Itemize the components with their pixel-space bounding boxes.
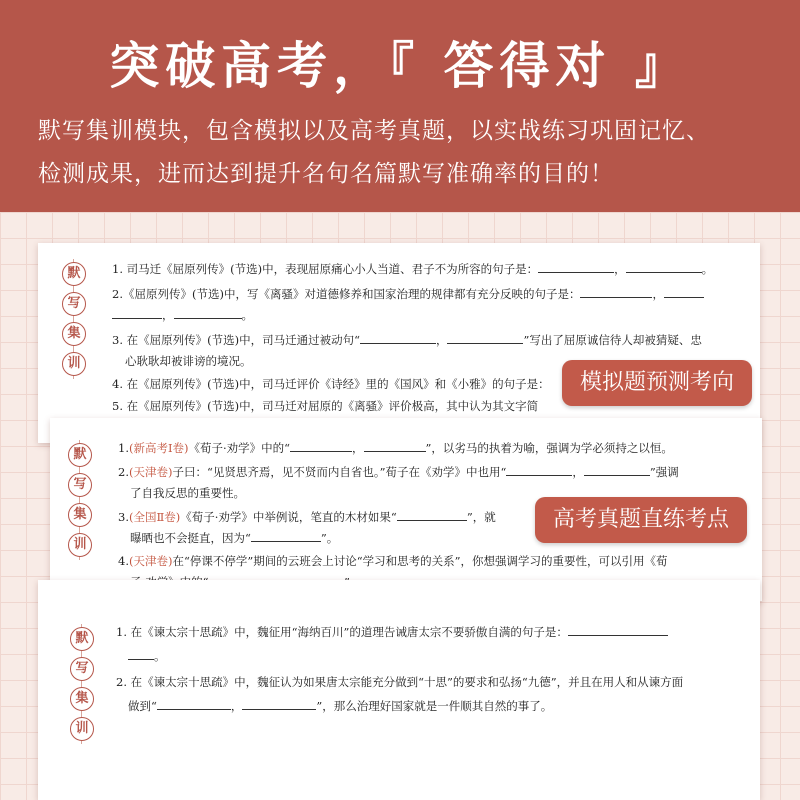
question-1-cont: 。 bbox=[128, 646, 166, 667]
stamp-char: 训 bbox=[68, 533, 92, 557]
question-2: 2.(天津卷)子曰：“见贤思齐焉，见不贤而内自省也。”荀子在《劝学》中也用“ ， ”强调 bbox=[118, 462, 679, 483]
stamp-char: 默 bbox=[70, 627, 94, 651]
description bbox=[38, 110, 778, 196]
page-title: 突破高考，『 答得对 』 bbox=[109, 37, 691, 95]
exam-source: (新高考Ⅰ卷) bbox=[128, 441, 189, 455]
exam-source: (全国Ⅱ卷) bbox=[128, 510, 181, 524]
tag-mock-exam: 模拟题预测考向 bbox=[562, 360, 752, 406]
question-3-cont: 心耿耿却被诽谤的境况。 bbox=[125, 354, 252, 368]
question-2-cont: ， 。 bbox=[112, 305, 253, 326]
question-1: 1. 司马迁《屈原列传》(节选)中，表现屈原痛心小人当道、君子不为所容的句子是： ， 。 bbox=[112, 259, 713, 280]
exercise-sheet-mock bbox=[38, 243, 760, 443]
exam-source: (天津卷) bbox=[128, 554, 173, 568]
stamp-char: 集 bbox=[70, 687, 94, 711]
tag-gaokao-exam: 高考真题直练考点 bbox=[535, 497, 747, 543]
stamp-char: 训 bbox=[70, 717, 94, 741]
stamp-char: 默 bbox=[68, 443, 92, 467]
stamp-char: 写 bbox=[68, 473, 92, 497]
question-5: 5. 在《屈原列传》(节选)中，司马迁对屈原的《离骚》评价极高，其中认为其文字简 bbox=[112, 399, 539, 413]
stamp-char: 集 bbox=[68, 503, 92, 527]
question-1: 1.(新高考Ⅰ卷)《荀子·劝学》中的“ ， ”，以劣马的执着为喻，强调为学必须持之以恒。 bbox=[118, 438, 673, 459]
question-4: 4. 在《屈原列传》(节选)中，司马迁评价《诗经》里的《国风》和《小雅》的句子是： bbox=[112, 377, 550, 391]
stamp-char: 集 bbox=[62, 322, 86, 346]
question-3-cont: 曝晒也不会挺直，因为“ ”。 bbox=[130, 528, 338, 549]
header-banner bbox=[0, 0, 800, 212]
question-1: 1. 在《谏太宗十思疏》中，魏征用“海纳百川”的道理告诫唐太宗不要骄傲自满的句子是： bbox=[116, 622, 668, 643]
question-2: 2. 在《谏太宗十思疏》中，魏征认为如果唐太宗能充分做到“十思”的要求和弘扬“九德”，并且在用人和从谏方面 bbox=[116, 675, 684, 689]
question-3: 3. 在《屈原列传》(节选)中，司马迁通过被动句“ ， ”写出了屈原诚信待人却被猜疑、忠 bbox=[112, 330, 702, 351]
description-line-1: 默写集训模块，包含模拟以及高考真题，以实战练习巩固记忆、 bbox=[38, 118, 710, 144]
exam-source: (天津卷) bbox=[128, 465, 173, 479]
question-2-cont: 做到“ ， ”，那么治理好国家就是一件顺其自然的事了。 bbox=[128, 696, 552, 717]
stamp-moxie-jixun bbox=[66, 440, 94, 560]
stamp-char: 默 bbox=[62, 262, 86, 286]
question-3: 3.(全国Ⅱ卷)《荀子·劝学》中举例说，笔直的木材如果“ ”，就 bbox=[118, 507, 496, 528]
question-4: 4.(天津卷)在“停课不停学”期间的云班会上讨论“学习和思考的关系”，你想强调学习的重要性，可以引用《荀 bbox=[118, 554, 668, 568]
question-2-cont: 了自我反思的重要性。 bbox=[130, 486, 245, 500]
stamp-char: 训 bbox=[62, 352, 86, 376]
question-2: 2.《屈原列传》(节选)中，写《离骚》对道德修养和国家治理的规律都有充分反映的句子是： ， bbox=[112, 284, 704, 305]
exercise-sheet-practice bbox=[38, 580, 760, 800]
stamp-char: 写 bbox=[70, 657, 94, 681]
description-line-2: 检测成果，进而达到提升名句名篇默写准确率的目的！ bbox=[38, 161, 614, 187]
stamp-moxie-jixun bbox=[68, 624, 96, 744]
stamp-char: 写 bbox=[62, 292, 86, 316]
stamp-moxie-jixun bbox=[60, 259, 88, 379]
